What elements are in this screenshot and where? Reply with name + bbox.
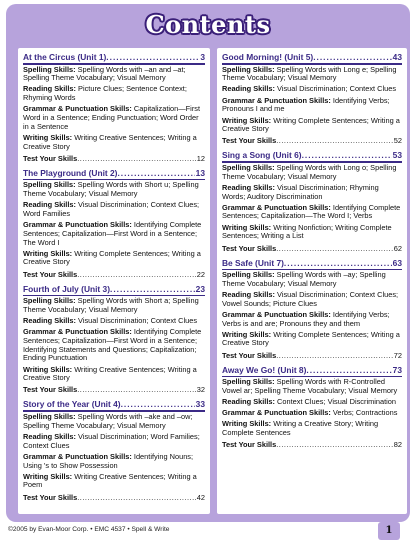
test-your-skills-line — [222, 136, 402, 145]
skill-line — [23, 85, 205, 102]
test-page: 52 — [393, 136, 402, 146]
test-page: 22 — [196, 269, 205, 279]
skill-label: Writing Skills: — [222, 419, 272, 429]
dot-leader — [77, 154, 197, 163]
unit-page: 63 — [392, 257, 402, 268]
unit-heading — [23, 399, 205, 410]
skill-label: Writing Skills: — [222, 329, 272, 339]
dot-leader — [276, 351, 394, 360]
skill-line — [23, 453, 205, 470]
skill-text: Writing Complete Sentences; Writing a Creative Story — [222, 115, 400, 134]
skill-line — [222, 66, 402, 83]
test-label: Test Your Skills — [23, 492, 78, 502]
skill-line — [23, 413, 205, 430]
unit-title: Sing a Song (Unit 6) — [222, 150, 302, 161]
unit-page: 53 — [392, 150, 402, 161]
unit-title: Good Morning! (Unit 5) — [222, 52, 314, 62]
unit-entry — [23, 168, 205, 279]
test-page: 12 — [196, 153, 205, 163]
skill-label: Grammar & Punctuation Skills: — [222, 202, 331, 212]
skill-line — [23, 473, 205, 490]
test-label: Test Your Skills — [222, 350, 277, 360]
skill-label: Reading Skills: — [222, 397, 275, 407]
skill-line — [222, 97, 402, 114]
test-label: Test Your Skills — [23, 385, 78, 395]
skill-text: Visual Discrimination; Word Families; Context Clues — [23, 431, 200, 450]
skill-line — [222, 85, 402, 94]
skill-text: Identifying Complete Sentences; Capitalization—The Word I; Verbs — [222, 202, 401, 221]
skill-text: Writing Creative Sentences; Writing a Creative Story — [23, 364, 197, 383]
unit-page: 13 — [195, 167, 205, 178]
test-label: Test Your Skills — [222, 440, 277, 450]
skill-text: Identifying Nouns; Using 's to Show Possession — [23, 451, 194, 470]
dot-leader — [306, 365, 391, 376]
skill-text: Identifying Complete Sentences; Capitalization—First Word in a Sentence; Identifying Statements and Questions; Capitalization; Ending Punctuation — [23, 327, 202, 363]
test-your-skills-line — [23, 493, 205, 502]
skill-line — [222, 271, 402, 288]
skill-text: Identifying Complete Sentences; Capitalization—First Word in a Sentence; The Word I — [23, 220, 202, 247]
test-your-skills-line — [222, 244, 402, 253]
unit-heading — [222, 52, 402, 63]
unit-entry — [23, 52, 205, 163]
skill-label: Reading Skills: — [222, 84, 275, 94]
dot-leader — [276, 440, 394, 449]
skill-text: Writing a Creative Story; Writing Complete Sentences — [222, 419, 379, 438]
unit-entry — [222, 258, 402, 360]
unit-heading — [222, 365, 402, 376]
dot-leader — [77, 493, 197, 502]
test-label: Test Your Skills — [23, 269, 78, 279]
skill-label: Spelling Skills: — [23, 180, 76, 190]
skill-line — [23, 250, 205, 267]
test-page: 42 — [196, 492, 205, 502]
skill-text: Writing Nonfiction; Writing Complete Sentences; Writing a List — [222, 222, 392, 241]
skill-label: Spelling Skills: — [222, 64, 275, 74]
skill-text: Visual Discrimination; Context Clues — [274, 84, 397, 94]
skill-line — [222, 204, 402, 221]
skill-text: Identifying Verbs; Verbs is and are; Pronouns they and them — [222, 309, 390, 328]
dot-leader — [284, 258, 392, 269]
skill-text: Writing Creative Sentences; Writing a Creative Story — [23, 132, 197, 151]
test-label: Test Your Skills — [222, 136, 277, 146]
unit-heading — [23, 52, 205, 63]
skill-line — [23, 328, 205, 363]
unit-entry — [222, 365, 402, 450]
skill-label: Grammar & Punctuation Skills: — [23, 104, 132, 114]
skill-label: Spelling Skills: — [222, 162, 275, 172]
unit-page: 23 — [195, 283, 205, 294]
skill-text: Verbs; Contractions — [330, 408, 398, 418]
skill-text: Writing Complete Sentences; Writing a Creative Story — [222, 329, 400, 348]
skill-label: Grammar & Punctuation Skills: — [222, 95, 331, 105]
skill-line — [222, 117, 402, 134]
dot-leader — [276, 136, 394, 145]
skill-line — [23, 297, 205, 314]
test-page: 32 — [196, 385, 205, 395]
skill-line — [222, 420, 402, 437]
skill-text: Capitalization—First Word in a Sentence; Ending Punctuation; Word Order in a Sentence — [23, 104, 201, 131]
skill-line — [23, 433, 205, 450]
dot-leader — [117, 168, 194, 179]
page-title: Contents — [145, 10, 271, 39]
skill-text: Visual Discrimination; Context Clues; Word Families — [23, 200, 200, 218]
skill-line — [222, 331, 402, 348]
unit-entry — [23, 399, 205, 501]
skill-line — [23, 221, 205, 247]
right-column — [217, 48, 407, 514]
skill-text: Spelling Words with Long e; Spelling Theme Vocabulary; Visual Memory — [222, 64, 397, 83]
skill-line — [23, 181, 205, 198]
skill-label: Spelling Skills: — [222, 270, 275, 280]
skill-label: Writing Skills: — [23, 248, 73, 258]
unit-entry — [222, 52, 402, 145]
skill-label: Reading Skills: — [23, 431, 76, 441]
dot-leader — [77, 270, 197, 279]
skill-label: Reading Skills: — [222, 182, 275, 192]
unit-page: 33 — [195, 399, 205, 410]
skill-line — [222, 224, 402, 241]
test-label: Test Your Skills — [23, 153, 78, 163]
dot-leader — [110, 284, 195, 295]
skill-text: Spelling Words with Long o; Spelling Theme Vocabulary; Visual Memory — [222, 162, 397, 181]
skill-label: Writing Skills: — [222, 222, 272, 232]
unit-page: 43 — [392, 52, 402, 62]
skill-line — [23, 134, 205, 151]
copyright-footer: ©2005 by Evan-Moor Corp. • EMC 4537 • Spell & Write — [8, 526, 170, 533]
skill-label: Writing Skills: — [222, 115, 272, 125]
skill-label: Writing Skills: — [23, 471, 73, 481]
dot-leader — [121, 399, 195, 410]
skill-label: Reading Skills: — [23, 84, 76, 94]
left-column — [18, 48, 210, 514]
unit-title: At the Circus (Unit 1) — [23, 52, 107, 62]
skill-label: Spelling Skills: — [222, 377, 275, 387]
unit-heading — [222, 150, 402, 161]
skill-label: Reading Skills: — [23, 316, 76, 326]
dot-leader — [302, 150, 392, 161]
skill-line — [222, 164, 402, 181]
unit-heading — [23, 284, 205, 295]
test-your-skills-line — [222, 351, 402, 360]
skill-text: Context Clues; Visual Discrimination — [274, 397, 397, 407]
skill-text: Spelling Words with R-Controlled Vowel ar; Spelling Theme Vocabulary; Visual Memory — [222, 377, 398, 395]
skill-label: Spelling Skills: — [23, 296, 76, 306]
skill-text: Spelling Words with Short u; Spelling Theme Vocabulary; Visual Memory — [23, 180, 199, 199]
dot-leader — [106, 52, 199, 63]
skill-label: Reading Skills: — [23, 200, 76, 210]
unit-title: Be Safe (Unit 7) — [222, 257, 284, 268]
skill-line — [222, 184, 402, 201]
test-label: Test Your Skills — [222, 243, 277, 253]
test-your-skills-line — [222, 440, 402, 449]
unit-title: Fourth of July (Unit 3) — [23, 283, 110, 294]
unit-title: Away We Go! (Unit 8) — [222, 364, 307, 375]
skill-label: Reading Skills: — [222, 289, 275, 299]
skill-line — [222, 291, 402, 308]
skill-label: Grammar & Punctuation Skills: — [23, 451, 132, 461]
dot-leader — [77, 385, 197, 394]
test-your-skills-line — [23, 270, 205, 279]
unit-title: Story of the Year (Unit 4) — [23, 399, 121, 410]
skill-label: Grammar & Punctuation Skills: — [222, 309, 331, 319]
skill-line — [222, 311, 402, 328]
skill-text: Writing Complete Sentences; Writing a Creative Story — [23, 248, 201, 267]
skill-text: Visual Discrimination; Context Clues; Vowel Sounds; Picture Clues — [222, 289, 399, 308]
skill-text: Spelling Words with –ake and –ow; Spelling Theme Vocabulary; Visual Memory — [23, 411, 193, 430]
unit-heading — [222, 258, 402, 269]
skill-line — [222, 398, 402, 407]
skill-label: Writing Skills: — [23, 364, 73, 374]
skill-text: Visual Discrimination; Rhyming Words; Auditory Discrimination — [222, 182, 379, 201]
unit-title: The Playground (Unit 2) — [23, 167, 118, 178]
skill-line — [23, 366, 205, 383]
skill-text: Identifying Verbs; Pronouns I and me — [222, 95, 390, 114]
test-page: 62 — [393, 243, 402, 253]
skill-text: Spelling Words with Short a; Spelling Theme Vocabulary; Visual Memory — [23, 296, 199, 314]
test-your-skills-line — [23, 154, 205, 163]
test-page: 82 — [393, 440, 402, 450]
skill-text: Writing Creative Sentences; Writing a Poem — [23, 471, 197, 490]
contents-frame — [6, 4, 410, 522]
skill-text: Visual Discrimination; Context Clues — [75, 316, 198, 326]
dot-leader — [276, 244, 394, 253]
skill-line — [23, 66, 205, 83]
skill-label: Spelling Skills: — [23, 64, 76, 74]
skill-text: Picture Clues; Sentence Context; Rhyming Words — [23, 84, 187, 103]
skill-line — [23, 317, 205, 326]
skill-label: Grammar & Punctuation Skills: — [222, 408, 331, 418]
skill-label: Grammar & Punctuation Skills: — [23, 220, 132, 230]
skill-label: Writing Skills: — [23, 132, 73, 142]
unit-page: 3 — [200, 52, 205, 62]
skill-line — [23, 201, 205, 218]
skill-text: Spelling Words with –an and –at; Spelling Theme Vocabulary; Visual Memory — [23, 64, 186, 83]
unit-entry — [222, 150, 402, 252]
unit-page: 73 — [392, 364, 402, 375]
skill-line — [23, 105, 205, 131]
skill-text: Spelling Words with –ay; Spelling Theme Vocabulary; Visual Memory — [222, 270, 386, 288]
test-your-skills-line — [23, 385, 205, 394]
test-page: 72 — [393, 350, 402, 360]
skill-label: Grammar & Punctuation Skills: — [23, 327, 132, 337]
dot-leader — [313, 52, 391, 63]
page-number: 1 — [378, 522, 400, 540]
skill-label: Spelling Skills: — [23, 411, 76, 421]
unit-entry — [23, 284, 205, 395]
skill-line — [222, 378, 402, 395]
skill-line — [222, 409, 402, 418]
unit-heading — [23, 168, 205, 179]
